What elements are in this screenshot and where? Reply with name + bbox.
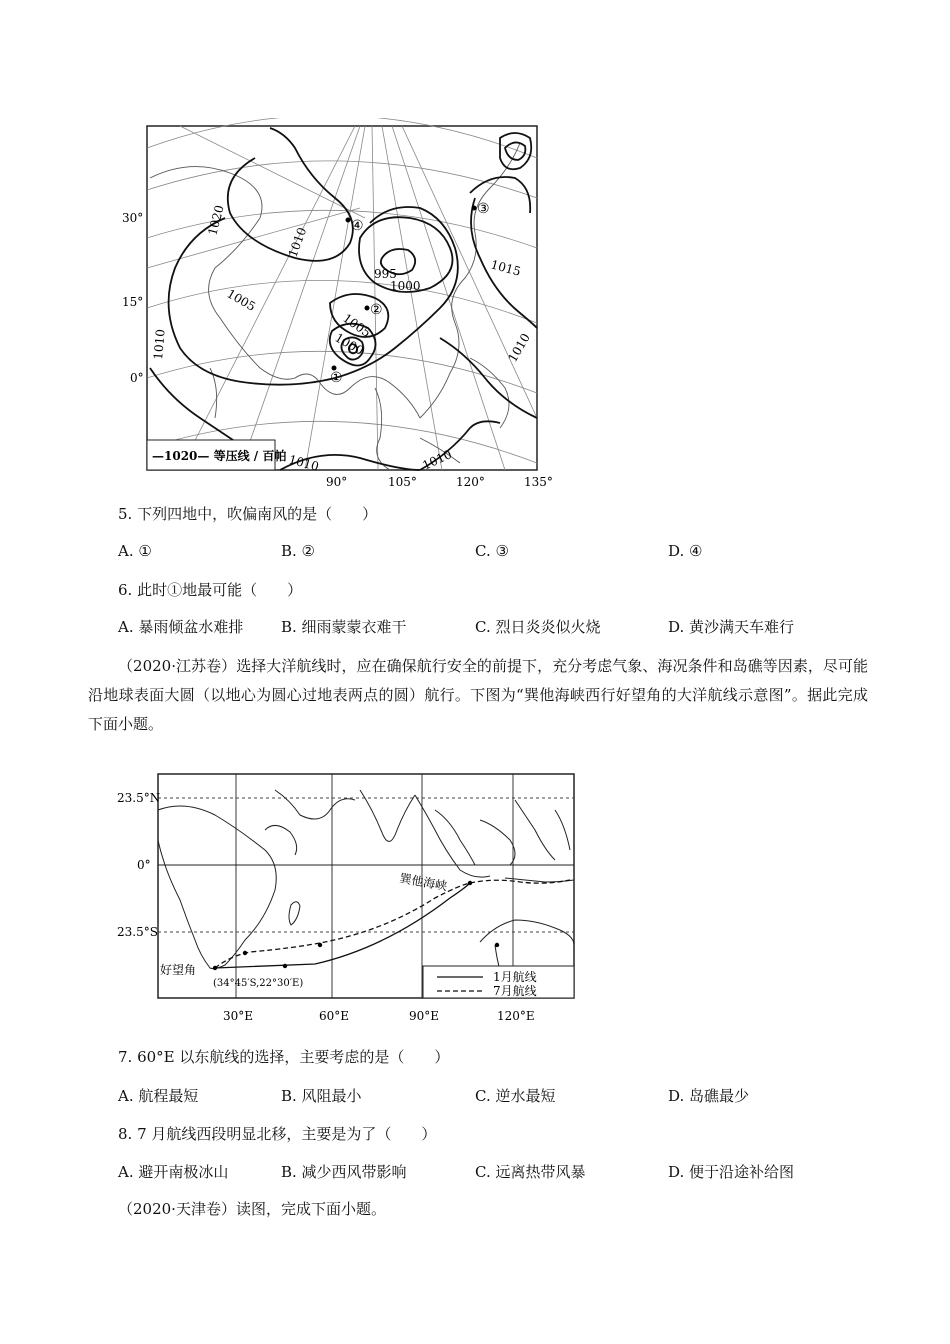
lon-label: 135°: [524, 475, 553, 489]
q5-option-a[interactable]: A. ①: [118, 542, 152, 560]
legend-july-route: 7月航线: [493, 984, 537, 998]
lon-label: 105°: [388, 475, 417, 489]
isobar-label: 1020: [205, 203, 227, 237]
isobar-label: 1010: [505, 331, 533, 365]
question-7-stem: 7. 60°E 以东航线的选择，主要考虑的是（ ）: [118, 1048, 450, 1066]
q8-option-a[interactable]: A. 避开南极冰山: [118, 1163, 229, 1181]
point-4-label: ④: [351, 218, 364, 234]
lat-label: 15°: [122, 295, 144, 309]
isobar-label: 995: [374, 267, 397, 281]
q6-option-d[interactable]: D. 黄沙满天车难行: [668, 618, 795, 636]
q5-option-b[interactable]: B. ②: [281, 542, 316, 560]
lon-label: 60°E: [319, 1009, 350, 1023]
q6-option-a[interactable]: A. 暴雨倾盆水难排: [118, 618, 244, 636]
q5-option-c[interactable]: C. ③: [475, 542, 509, 560]
point-3-label: ③: [477, 201, 490, 217]
lon-label: 120°: [456, 475, 485, 489]
isobar-label: 1015: [489, 257, 523, 279]
lat-label: 23.5°S: [117, 925, 158, 939]
point-2-label: ②: [370, 302, 383, 318]
isobar-label: 1000: [332, 330, 366, 358]
passage: [88, 652, 868, 739]
isobar-label: 1010: [151, 328, 168, 361]
lat-label: 0°: [137, 858, 151, 872]
cape-coordinate: (34°45′S,22°30′E): [213, 978, 304, 989]
q7-option-a[interactable]: A. 航程最短: [118, 1087, 199, 1105]
question-8-stem: 8. 7 月航线西段明显北移，主要是为了（ ）: [118, 1125, 437, 1143]
question-5-stem: 5. 下列四地中，吹偏南风的是（ ）: [118, 505, 378, 523]
q5-option-d[interactable]: D. ④: [668, 542, 703, 560]
lon-label: 30°E: [223, 1009, 254, 1023]
q7-option-b[interactable]: B. 风阻最小: [281, 1087, 362, 1105]
sunda-strait-label: 巽他海峡: [398, 871, 449, 894]
isobar-label: 1010: [420, 447, 454, 473]
cape-label: 好望角: [160, 963, 197, 977]
q7-option-d[interactable]: D. 岛礁最少: [668, 1087, 750, 1105]
lon-label: 90°E: [409, 1009, 440, 1023]
point-1-label: ①: [330, 370, 343, 386]
ocean-route-map: [115, 770, 580, 1028]
lat-label: 23.5°N: [117, 791, 161, 805]
isobar-label: 1005: [340, 310, 374, 340]
q8-option-d[interactable]: D. 便于沿途补给图: [668, 1163, 795, 1181]
isobar-label: 1000: [390, 279, 421, 293]
isobar-label: 1010: [285, 225, 310, 260]
isobar-label: 1010: [287, 452, 321, 474]
lon-label: 90°: [326, 475, 348, 489]
isobar-legend: —1020— 等压线 / 百帕: [152, 449, 287, 463]
q8-option-b[interactable]: B. 减少西风带影响: [281, 1163, 407, 1181]
isobar-map: [120, 118, 560, 490]
legend-january-route: 1月航线: [493, 970, 537, 984]
next-section-intro: （2020·天津卷）读图，完成下面小题。: [118, 1200, 386, 1218]
q6-option-c[interactable]: C. 烈日炎炎似火烧: [475, 618, 601, 636]
question-6-stem: 6. 此时①地最可能（ ）: [118, 581, 303, 599]
lat-label: 30°: [122, 211, 144, 225]
q6-option-b[interactable]: B. 细雨蒙蒙衣难干: [281, 618, 407, 636]
q7-option-c[interactable]: C. 逆水最短: [475, 1087, 556, 1105]
lat-label: 0°: [130, 371, 144, 385]
q8-option-c[interactable]: C. 远离热带风暴: [475, 1163, 586, 1181]
lon-label: 120°E: [497, 1009, 535, 1023]
isobar-label: 1005: [224, 286, 258, 314]
passage-text: （2020·江苏卷）选择大洋航线时，应在确保航行安全的前提下，充分考虑气象、海况条件和岛礁等因素，尽可能沿地球表面大圆（以地心为圆心过地表两点的圆）航行。下图为“巽他海峡西行好望角的大洋航线示意图”。据此完成下面小题。: [88, 657, 868, 733]
